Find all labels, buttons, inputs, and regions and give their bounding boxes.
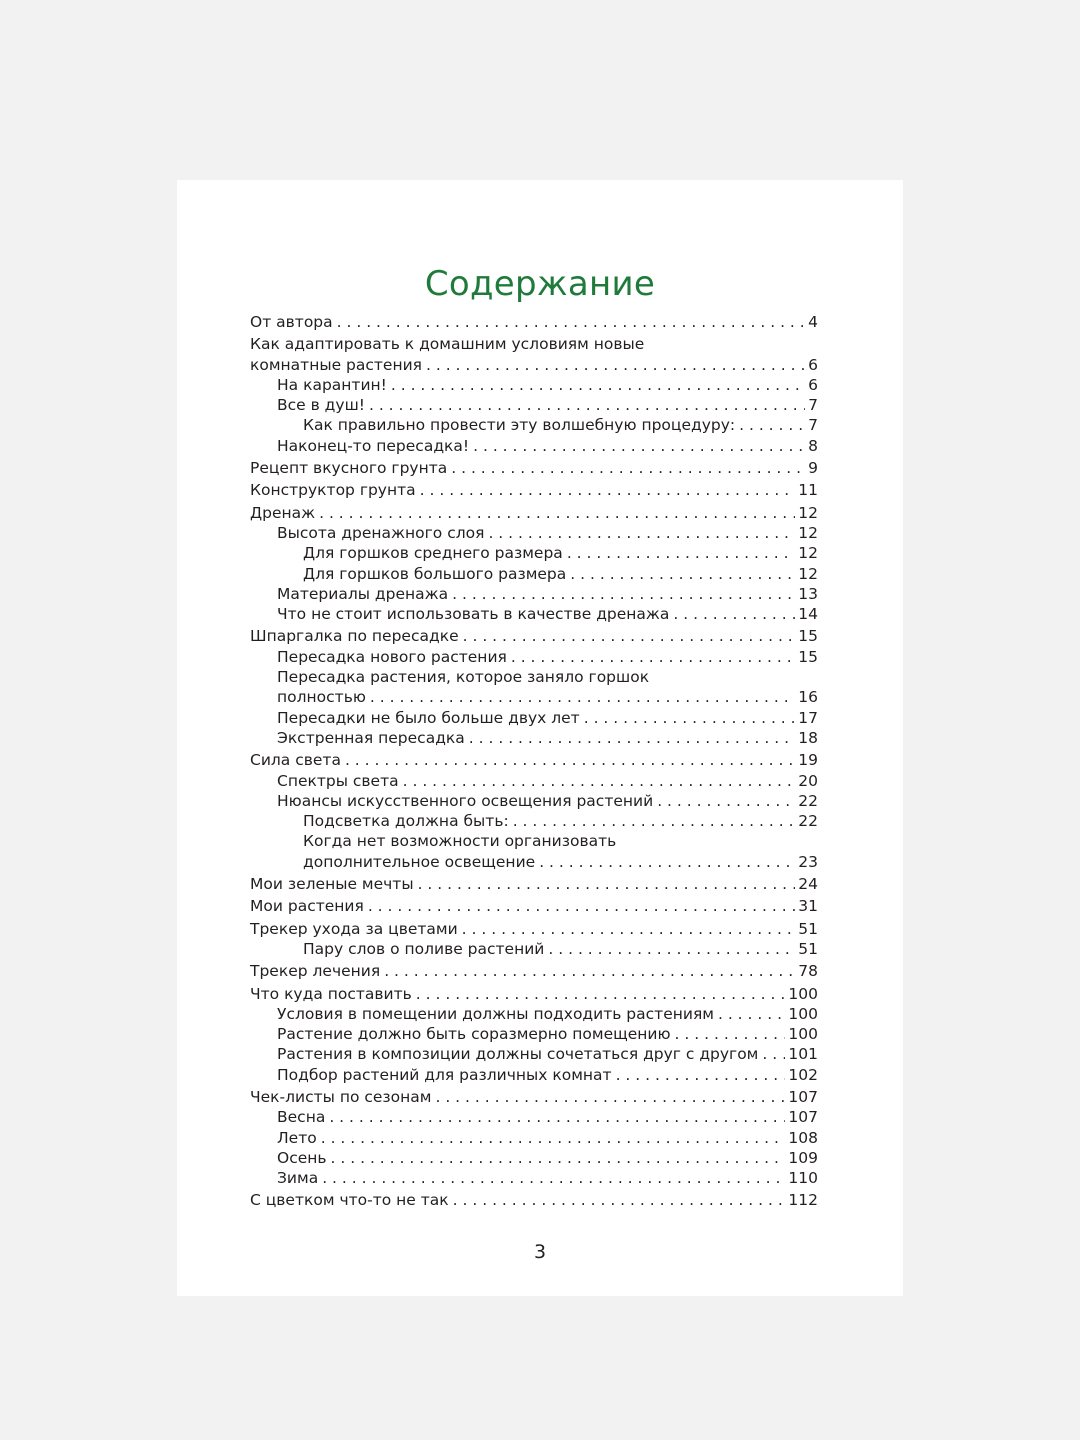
toc-entry-title: Пару слов о поливе растений <box>303 939 545 958</box>
dot-leader <box>416 984 786 1004</box>
toc-entry-line <box>277 1148 818 1168</box>
dot-leader <box>488 523 795 543</box>
toc-entry-page: 6 <box>808 375 818 394</box>
dot-leader <box>539 852 795 872</box>
toc-entry <box>250 375 818 395</box>
dot-leader <box>616 1065 786 1085</box>
toc-entry-title: Сила света <box>250 751 341 770</box>
dot-leader <box>584 708 796 728</box>
dot-leader <box>384 961 795 981</box>
dot-leader <box>319 503 795 523</box>
toc-entry <box>250 1044 818 1064</box>
toc-entry <box>250 667 818 708</box>
toc-entry-page: 14 <box>798 605 818 624</box>
dot-leader <box>675 1024 786 1044</box>
toc-entry-title: дополнительное освещение <box>303 852 536 871</box>
dot-leader <box>739 415 805 435</box>
toc-entry-line <box>250 961 818 981</box>
toc-entry <box>250 939 818 959</box>
dot-leader <box>473 436 805 456</box>
dot-leader <box>463 626 796 646</box>
dot-leader <box>657 791 795 811</box>
toc-entry-page: 7 <box>808 396 818 415</box>
dot-leader <box>469 728 795 748</box>
toc-entry-line <box>277 1168 818 1188</box>
dot-leader <box>511 647 795 667</box>
dot-leader <box>322 1168 785 1188</box>
toc-entry <box>250 1024 818 1044</box>
dot-leader <box>420 480 796 500</box>
toc-entry-page: 11 <box>798 481 818 500</box>
toc-entry-page: 102 <box>788 1065 818 1084</box>
toc-entry-line <box>277 1004 818 1024</box>
toc-entry-page: 15 <box>798 647 818 666</box>
toc-entry-line <box>250 1190 818 1210</box>
page-title: Содержание <box>424 264 656 304</box>
toc-entry <box>250 334 818 375</box>
dot-leader <box>462 919 796 939</box>
toc-entry-line <box>303 811 818 831</box>
toc-entry-line <box>277 728 818 748</box>
toc-entry-line <box>303 415 818 435</box>
toc-entry-page: 4 <box>808 313 818 331</box>
toc-entry-line <box>277 791 818 811</box>
dot-leader <box>513 811 796 831</box>
toc-entry <box>250 543 818 563</box>
toc-entry-title: Растение должно быть соразмерно помещению <box>277 1025 671 1044</box>
dot-leader <box>370 687 795 707</box>
toc-entry-title: Нюансы искусственного освещения растений <box>277 791 654 810</box>
toc-entry <box>250 1107 818 1127</box>
book-page <box>177 180 903 1296</box>
toc-entry-title-line: Когда нет возможности организовать <box>303 832 617 851</box>
toc-entry-line <box>277 436 818 456</box>
toc-entry-line <box>277 1065 818 1085</box>
toc-entry-page: 12 <box>798 564 818 583</box>
dot-leader <box>567 543 795 563</box>
toc-entry-page: 17 <box>798 708 818 727</box>
toc-entry-page: 107 <box>788 1087 818 1106</box>
toc-entry-line <box>250 480 818 500</box>
dot-leader <box>762 1044 785 1064</box>
toc-entry-title: Пересадки не было больше двух лет <box>277 708 580 727</box>
toc-entry-line <box>250 874 818 894</box>
toc-entry-line <box>277 687 818 707</box>
toc-entry <box>250 626 818 646</box>
toc-entry-line <box>277 1024 818 1044</box>
toc-entry <box>250 831 818 872</box>
toc-entry-page: 22 <box>798 791 818 810</box>
toc-entry-title: Мои растения <box>250 897 364 916</box>
toc-entry-page: 20 <box>798 771 818 790</box>
toc-entry-title: Материалы дренажа <box>277 584 449 603</box>
toc-entry <box>250 1148 818 1168</box>
dot-leader <box>403 771 796 791</box>
toc-entry-title: Все в душ! <box>277 396 365 415</box>
toc-entry-page: 100 <box>788 1025 818 1044</box>
toc-entry-page: 12 <box>798 523 818 542</box>
toc-entry-title: Рецепт вкусного грунта <box>250 459 448 478</box>
toc-entry-line <box>250 984 818 1004</box>
toc-entry-title: комнатные растения <box>250 355 422 374</box>
toc-entry-page: 51 <box>798 939 818 958</box>
toc-entry-page: 109 <box>788 1148 818 1167</box>
toc-entry-page: 9 <box>808 459 818 478</box>
toc-entry-title: Лето <box>277 1128 317 1147</box>
toc-entry <box>250 811 818 831</box>
toc-entry-page: 13 <box>798 584 818 603</box>
toc-entry <box>250 1168 818 1188</box>
toc-entry-title: Что не стоит использовать в качестве дренажа <box>277 605 670 624</box>
toc-entry-line <box>250 503 818 523</box>
toc-entry <box>250 436 818 456</box>
toc-entry-page: 78 <box>798 962 818 981</box>
toc-entry <box>250 503 818 523</box>
toc-entry-line <box>277 1044 818 1064</box>
toc-entry-title: Экстренная пересадка <box>277 728 465 747</box>
toc-entry-title: На карантин! <box>277 375 387 394</box>
toc-entry-title: Растения в композиции должны сочетаться друг с другом <box>277 1045 759 1064</box>
toc-entry-title: Как правильно провести эту волшебную процедуру: <box>303 416 736 435</box>
toc-entry-line <box>250 626 818 646</box>
toc-entry <box>250 1190 818 1210</box>
dot-leader <box>453 1190 786 1210</box>
toc-entry-title: Трекер лечения <box>250 962 381 981</box>
toc-entry-title: Дренаж <box>250 503 316 522</box>
dot-leader <box>451 458 805 478</box>
dot-leader <box>337 312 805 332</box>
toc-entry-line <box>277 708 818 728</box>
toc-entry-line <box>250 1087 818 1107</box>
toc-entry-page: 22 <box>798 812 818 831</box>
toc-entry-title-line: Как адаптировать к домашним условиям новые <box>250 335 645 354</box>
dot-leader <box>570 564 795 584</box>
toc-entry-page: 12 <box>798 503 818 522</box>
toc-entry-line <box>277 584 818 604</box>
toc-entry <box>250 523 818 543</box>
toc-entry-line <box>303 543 818 563</box>
toc-entry-title: Весна <box>277 1108 326 1127</box>
toc-entry <box>250 564 818 584</box>
toc-entry-line <box>303 939 818 959</box>
toc-entry <box>250 750 818 770</box>
toc-entry <box>250 312 818 332</box>
dot-leader <box>673 604 795 624</box>
dot-leader <box>321 1128 786 1148</box>
toc-entry <box>250 1128 818 1148</box>
toc-entry-title: Мои зеленые мечты <box>250 875 414 894</box>
toc-entry-page: 7 <box>808 416 818 435</box>
dot-leader <box>452 584 795 604</box>
toc-entry-line <box>277 523 818 543</box>
toc-entry <box>250 458 818 478</box>
toc-entry <box>250 1065 818 1085</box>
toc-entry-title: Для горшков среднего размера <box>303 544 563 563</box>
toc-entry-page: 15 <box>798 627 818 646</box>
toc-entry-title: Зима <box>277 1169 319 1188</box>
toc-entry <box>250 728 818 748</box>
toc-entry-page: 100 <box>788 1004 818 1023</box>
toc-entry-title: С цветком что-то не так <box>250 1191 449 1210</box>
toc-entry-line <box>303 852 818 872</box>
toc-entry-page: 112 <box>788 1191 818 1210</box>
toc-entry <box>250 708 818 728</box>
toc-entry-title: Подсветка должна быть: <box>303 812 509 831</box>
toc-entry-line <box>277 395 818 415</box>
toc-entry-line <box>250 750 818 770</box>
toc-entry <box>250 604 818 624</box>
toc-entry-page: 107 <box>788 1108 818 1127</box>
toc-entry-title: Условия в помещении должны подходить растениям <box>277 1004 714 1023</box>
page-number: 3 <box>533 1241 547 1263</box>
toc-entry <box>250 480 818 500</box>
toc-entry-page: 110 <box>788 1169 818 1188</box>
toc-entry-page: 16 <box>798 688 818 707</box>
toc-entry-line <box>250 919 818 939</box>
toc-entry <box>250 791 818 811</box>
toc-entry-title: Пересадка нового растения <box>277 647 507 666</box>
toc-entry-title: Спектры света <box>277 771 399 790</box>
toc-entry-line <box>277 375 818 395</box>
toc-entry-title: Для горшков большого размера <box>303 564 567 583</box>
dot-leader <box>718 1004 785 1024</box>
toc-entry-line <box>277 647 818 667</box>
table-of-contents <box>250 312 818 1211</box>
toc-entry-title: полностью <box>277 688 366 707</box>
toc-entry-title: Подбор растений для различных комнат <box>277 1065 612 1084</box>
dot-leader <box>345 750 795 770</box>
toc-entry <box>250 874 818 894</box>
toc-entry-line <box>250 896 818 916</box>
toc-entry-line <box>250 458 818 478</box>
toc-entry <box>250 415 818 435</box>
toc-entry <box>250 1087 818 1107</box>
dot-leader <box>435 1087 785 1107</box>
dot-leader <box>418 874 796 894</box>
toc-entry-page: 108 <box>788 1128 818 1147</box>
dot-leader <box>548 939 795 959</box>
dot-leader <box>426 355 805 375</box>
dot-leader <box>329 1107 785 1127</box>
toc-entry-line <box>277 1128 818 1148</box>
toc-entry-title: От автора <box>250 313 333 331</box>
toc-entry <box>250 1004 818 1024</box>
toc-entry-page: 18 <box>798 728 818 747</box>
toc-entry-title: Что куда поставить <box>250 984 412 1003</box>
toc-entry-page: 19 <box>798 751 818 770</box>
toc-entry-page: 31 <box>798 897 818 916</box>
dot-leader <box>391 375 805 395</box>
toc-entry-page: 100 <box>788 984 818 1003</box>
dot-leader <box>331 1148 786 1168</box>
toc-entry <box>250 961 818 981</box>
toc-entry-line <box>250 312 818 332</box>
toc-entry-line <box>277 604 818 624</box>
dot-leader <box>369 395 805 415</box>
toc-entry <box>250 395 818 415</box>
dot-leader <box>368 896 795 916</box>
toc-entry-page: 8 <box>808 436 818 455</box>
toc-entry-page: 6 <box>808 355 818 374</box>
toc-entry-title: Высота дренажного слоя <box>277 523 485 542</box>
toc-entry-line <box>250 355 818 375</box>
toc-entry-line <box>277 771 818 791</box>
toc-entry-page: 12 <box>798 544 818 563</box>
toc-entry-title: Трекер ухода за цветами <box>250 919 458 938</box>
toc-entry-page: 24 <box>798 875 818 894</box>
toc-entry <box>250 771 818 791</box>
toc-entry-page: 101 <box>788 1045 818 1064</box>
toc-entry-title: Осень <box>277 1148 327 1167</box>
toc-entry-title: Шпаргалка по пересадке <box>250 627 459 646</box>
toc-entry <box>250 647 818 667</box>
toc-entry <box>250 584 818 604</box>
toc-entry-page: 23 <box>798 852 818 871</box>
toc-entry-title: Чек-листы по сезонам <box>250 1087 432 1106</box>
toc-entry <box>250 896 818 916</box>
toc-entry-title: Конструктор грунта <box>250 481 416 500</box>
toc-entry-line <box>303 564 818 584</box>
toc-entry-title-line: Пересадка растения, которое заняло горшок <box>277 668 650 687</box>
toc-entry-page: 51 <box>798 919 818 938</box>
toc-entry-line <box>277 1107 818 1127</box>
toc-entry <box>250 919 818 939</box>
toc-entry-title: Наконец-то пересадка! <box>277 436 470 455</box>
toc-entry <box>250 984 818 1004</box>
